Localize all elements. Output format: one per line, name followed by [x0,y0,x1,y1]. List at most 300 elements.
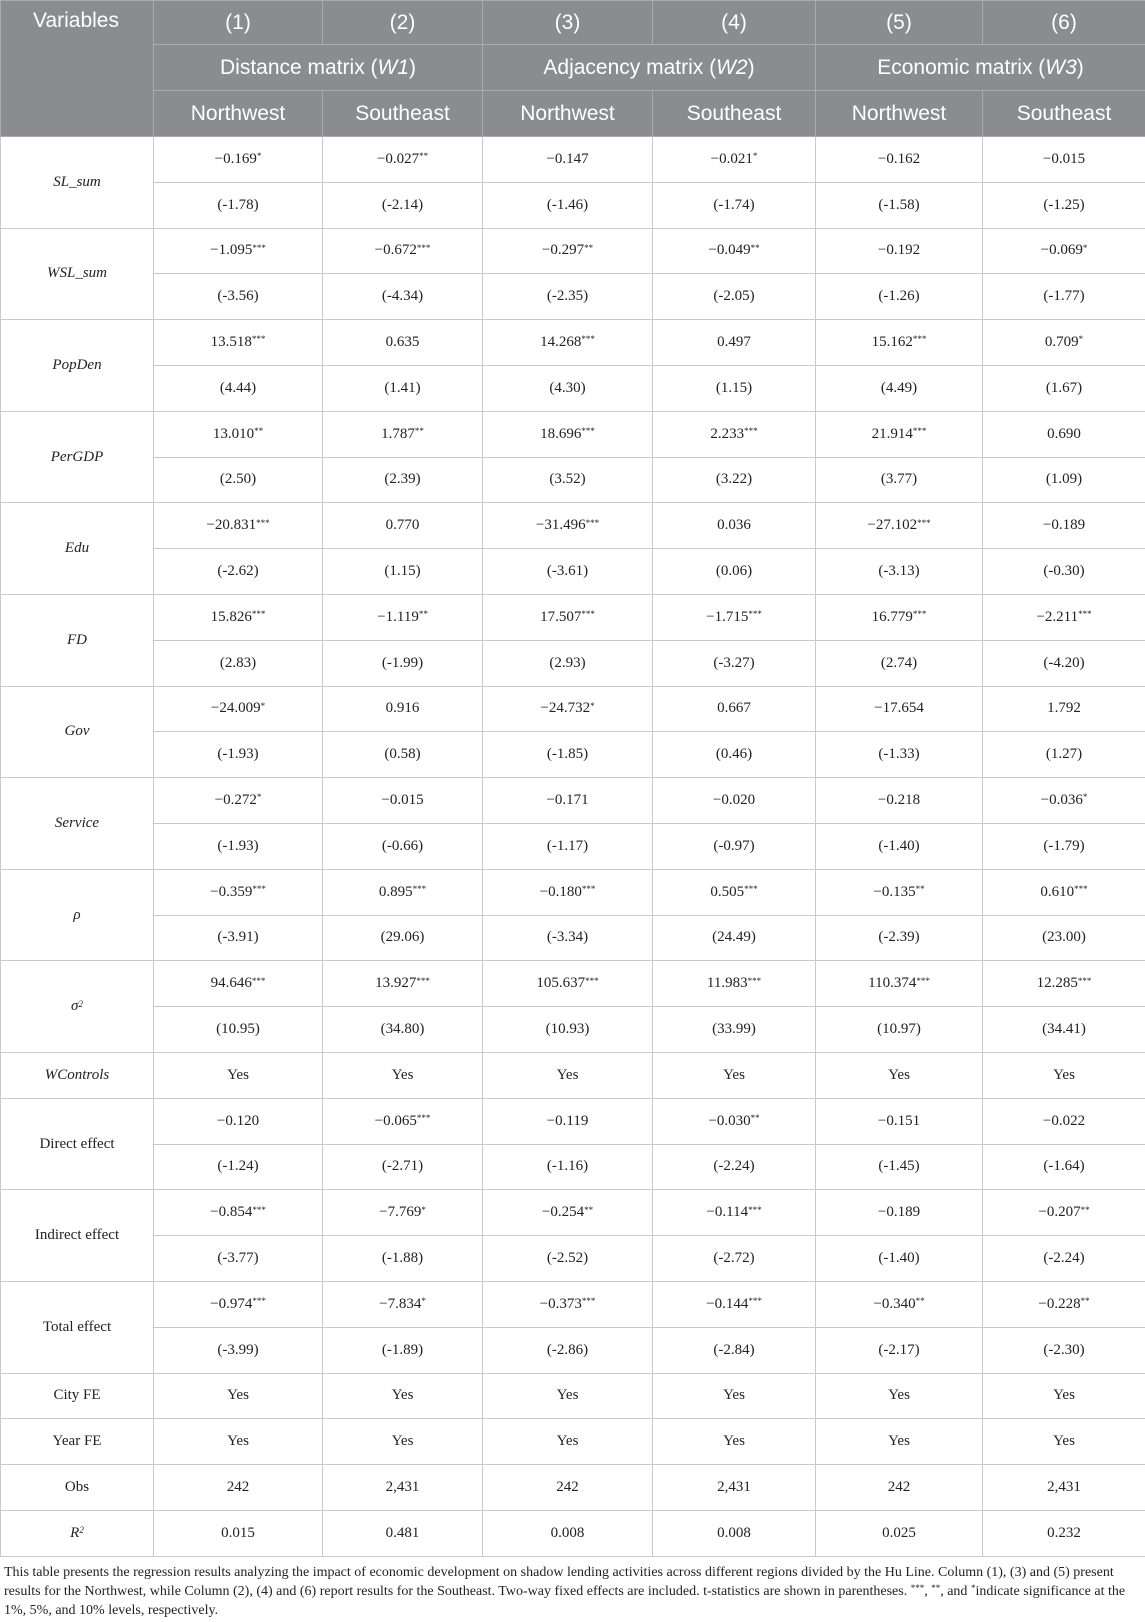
significance-stars: * [260,700,266,711]
coefficient-cell [816,411,983,457]
value-cell: 0.481 [323,1510,483,1556]
significance-stars: *** [1074,884,1088,895]
t-statistic-cell: (-3.91) [154,915,323,961]
coefficient-value: −20.831 [206,517,257,534]
row-label-text: SL_sum [53,173,101,190]
significance-stars: * [1078,334,1084,345]
table-row [1,961,1145,1007]
coefficient-value: −0.036 [1040,792,1083,809]
significance-stars: *** [744,426,758,437]
row-label-superscript: 2 [78,998,83,1009]
coefficient-cell [154,1190,323,1236]
t-statistic-cell: (-2.05) [653,274,816,320]
t-statistic-cell: (10.95) [154,1007,323,1053]
significance-stars: ** [414,426,424,437]
significance-stars: *** [912,426,927,437]
t-statistic-cell: (-4.20) [983,640,1145,686]
row-label-superscript: 2 [79,1525,84,1536]
row-label [1,1465,154,1511]
t-statistic-cell: (24.49) [653,915,816,961]
coefficient-value: 17.507 [540,608,582,625]
value-cell: Yes [653,1052,816,1098]
value-cell: Yes [323,1419,483,1465]
coefficient-value: −0.228 [1038,1295,1081,1312]
coefficient-value: −0.974 [210,1295,253,1312]
coefficient-cell [816,1098,983,1144]
value-cell: Yes [483,1052,653,1098]
coefficient-value: 0.610 [1040,883,1075,900]
value-cell: Yes [983,1373,1145,1419]
t-statistic-cell: (-1.45) [816,1144,983,1190]
row-label [1,503,154,595]
note-separator: , [924,1583,932,1599]
value-cell: Yes [983,1052,1145,1098]
column-number-1: (1) [154,1,323,45]
t-statistic-cell: (-1.78) [154,182,323,228]
matrix-label-close: ) [747,55,755,79]
t-statistic-cell: (4.44) [154,365,323,411]
coefficient-value: 0.497 [717,334,751,351]
coefficient-cell [483,869,653,915]
coefficient-cell [323,137,483,183]
t-statistic-cell: (0.46) [653,732,816,778]
significance-stars: *** [744,884,758,895]
table-row [1,1190,1145,1236]
coefficient-cell [653,1190,816,1236]
coefficient-cell [983,503,1145,549]
coefficient-cell [653,1281,816,1327]
coefficient-cell [653,411,816,457]
row-label-text: Indirect effect [34,1227,120,1244]
coefficient-value: 15.162 [871,334,913,351]
coefficient-cell [816,686,983,732]
t-statistic-cell: (-2.35) [483,274,653,320]
coefficient-cell [653,1098,816,1144]
significance-stars: *** [585,975,599,986]
coefficient-value: −0.189 [1042,517,1086,534]
t-statistic-cell: (-2.24) [653,1144,816,1190]
coefficient-cell [983,778,1145,824]
significance-stars: * [256,792,262,803]
coefficient-cell [816,869,983,915]
table-row [1,137,1145,183]
coefficient-cell [323,1281,483,1327]
t-statistic-cell: (0.58) [323,732,483,778]
t-statistic-cell: (-0.30) [983,549,1145,595]
matrix-header [154,45,483,91]
coefficient-value: −0.373 [539,1295,582,1312]
t-statistic-cell: (-2.84) [653,1327,816,1373]
significance-stars: * [590,700,595,711]
row-label-text: WControls [44,1066,110,1083]
significance-stars: *** [256,517,270,528]
table-row [1,1098,1145,1144]
value-cell: 242 [816,1465,983,1511]
t-statistic-cell: (1.27) [983,732,1145,778]
value-cell: Yes [816,1419,983,1465]
coefficient-cell [483,1190,653,1236]
coefficient-cell [816,778,983,824]
table-row [1,365,1145,411]
matrix-label: Economic matrix ( [877,55,1046,79]
t-statistic-cell: (3.52) [483,457,653,503]
coefficient-value: 16.779 [871,608,913,625]
t-statistic-cell: (-1.93) [154,732,323,778]
significance-stars: *** [416,975,430,986]
value-cell: 0.008 [483,1510,653,1556]
row-label-text: Service [54,814,100,831]
coefficient-cell [483,686,653,732]
t-statistic-cell: (-3.34) [483,915,653,961]
t-statistic-cell: (-1.40) [816,1236,983,1282]
coefficient-value: 14.268 [540,334,582,351]
variables-header: Variables [1,1,154,137]
row-label [1,778,154,870]
t-statistic-cell: (-3.61) [483,549,653,595]
significance-stars: * [256,151,262,162]
column-number-5: (5) [816,1,983,45]
row-label [1,137,154,229]
row-label [1,1373,154,1419]
row-label-text: Obs [64,1479,90,1495]
matrix-header [816,45,1145,91]
note-star-2: ** [931,1583,941,1594]
row-label [1,1052,154,1098]
significance-stars: * [421,1204,426,1215]
row-label-text: Total effect [42,1318,112,1335]
coefficient-cell [154,228,323,274]
value-cell: Yes [154,1052,323,1098]
region-header: Northwest [816,91,983,137]
t-statistic-cell: (23.00) [983,915,1145,961]
coefficient-value: −0.192 [877,242,921,259]
table-row [1,411,1145,457]
coefficient-value: −0.135 [873,883,916,900]
coefficient-value: −0.340 [873,1295,916,1312]
matrix-label: Adjacency matrix ( [543,55,717,79]
coefficient-cell [323,1190,483,1236]
t-statistic-cell: (1.09) [983,457,1145,503]
t-statistic-cell: (-3.77) [154,1236,323,1282]
row-label [1,320,154,412]
t-statistic-cell: (-0.66) [323,823,483,869]
t-statistic-cell: (1.15) [653,365,816,411]
coefficient-value: −7.834 [379,1295,422,1312]
coefficient-value: −1.715 [706,608,749,625]
table-row [1,274,1145,320]
coefficient-cell [983,228,1145,274]
coefficient-value: −0.021 [710,150,753,167]
t-statistic-cell: (-1.26) [816,274,983,320]
significance-stars: * [1082,792,1088,803]
significance-stars: *** [581,884,596,895]
coefficient-value: −0.169 [214,150,257,167]
coefficient-value: −0.162 [877,150,921,167]
row-label [1,411,154,503]
t-statistic-cell: (0.06) [653,549,816,595]
coefficient-value: −0.065 [374,1112,417,1129]
coefficient-cell [816,503,983,549]
matrix-label-close: ) [409,55,417,79]
row-label-text: City FE [53,1387,101,1404]
t-statistic-cell: (-2.17) [816,1327,983,1373]
row-label [1,1419,154,1465]
note-tail: indicate significance at the 1%, 5%, and 10% levels, respectively. [4,1583,1126,1618]
row-label-text: Direct effect [39,1135,115,1152]
coefficient-cell [983,869,1145,915]
t-statistic-cell: (-3.27) [653,640,816,686]
coefficient-value: 21.914 [871,425,913,442]
t-statistic-cell: (-1.58) [816,182,983,228]
coefficient-cell [653,320,816,366]
table-row [1,823,1145,869]
table-row [1,228,1145,274]
matrix-weight: W3 [1045,55,1077,79]
matrix-header [483,45,816,91]
t-statistic-cell: (-1.33) [816,732,983,778]
coefficient-value: −24.732 [540,700,591,717]
table-body [1,137,1145,1557]
coefficient-value: 0.916 [385,700,420,717]
row-label-text: ρ [73,906,81,923]
coefficient-cell [154,1281,323,1327]
coefficient-value: 13.010 [212,425,255,442]
significance-stars: *** [251,334,266,345]
t-statistic-cell: (2.93) [483,640,653,686]
significance-stars: *** [916,975,930,986]
coefficient-cell [816,961,983,1007]
coefficient-value: 0.709 [1044,334,1079,351]
row-label-text: Edu [64,540,90,557]
coefficient-cell [983,594,1145,640]
coefficient-value: 0.690 [1047,425,1081,442]
t-statistic-cell: (-3.13) [816,549,983,595]
note-star-3: *** [910,1583,925,1594]
t-statistic-cell: (33.99) [653,1007,816,1053]
coefficient-cell [983,411,1145,457]
coefficient-value: −1.095 [210,242,253,259]
t-statistic-cell: (-1.77) [983,274,1145,320]
coefficient-cell [653,137,816,183]
coefficient-cell [154,594,323,640]
t-statistic-cell: (-1.93) [154,823,323,869]
value-cell: 242 [483,1465,653,1511]
table-row [1,1510,1145,1556]
significance-stars: *** [748,1296,762,1307]
region-header: Northwest [154,91,323,137]
coefficient-cell [483,503,653,549]
coefficient-value: −31.496 [535,517,586,534]
significance-stars: ** [418,609,428,620]
value-cell: Yes [816,1373,983,1419]
table-row [1,778,1145,824]
table-row [1,869,1145,915]
significance-stars: *** [747,975,762,986]
coefficient-cell [483,137,653,183]
coefficient-cell [323,686,483,732]
t-statistic-cell: (-1.25) [983,182,1145,228]
row-label-text: σ [71,998,79,1015]
significance-stars: * [1082,242,1088,253]
coefficient-value: −0.672 [374,242,417,259]
t-statistic-cell: (-2.86) [483,1327,653,1373]
significance-stars: *** [1077,975,1092,986]
row-label-text: R [70,1524,80,1541]
t-statistic-cell: (-4.34) [323,274,483,320]
t-statistic-cell: (1.41) [323,365,483,411]
coefficient-cell [323,411,483,457]
coefficient-value: −0.218 [877,792,921,809]
table-row [1,1281,1145,1327]
note-text: This table presents the regression results analyzing the impact of economic development on shadow lending activities across different regions divided by the Hu Line. Column (1), (3) and (5) present results for the Northwest, while Column (2), (4) and (6) report results for the Southeast. Two-way fixed effects are included. t-statistics are shown in parentheses. [4,1564,1114,1599]
coefficient-cell [816,1190,983,1236]
significance-stars: *** [252,1296,266,1307]
row-label-text: PerGDP [50,448,104,465]
coefficient-cell [983,1190,1145,1236]
row-label [1,1510,154,1556]
coefficient-cell [154,961,323,1007]
significance-stars: ** [915,1296,925,1307]
t-statistic-cell: (-1.24) [154,1144,323,1190]
t-statistic-cell: (4.30) [483,365,653,411]
row-label [1,594,154,686]
table-row [1,915,1145,961]
coefficient-cell [983,1098,1145,1144]
coefficient-value: −0.020 [712,792,756,809]
t-statistic-cell: (2.74) [816,640,983,686]
table-row [1,640,1145,686]
value-cell: 2,431 [983,1465,1145,1511]
coefficient-cell [653,869,816,915]
coefficient-value: −7.769 [379,1204,422,1221]
column-number-2: (2) [323,1,483,45]
significance-stars: *** [412,884,427,895]
coefficient-cell [483,778,653,824]
coefficient-value: −0.069 [1040,242,1083,259]
coefficient-cell [483,411,653,457]
significance-stars: *** [912,609,927,620]
coefficient-value: 0.770 [385,517,420,534]
value-cell: 0.015 [154,1510,323,1556]
significance-stars: *** [416,242,431,253]
row-label [1,228,154,320]
value-cell: Yes [323,1052,483,1098]
value-cell: Yes [653,1373,816,1419]
table-row [1,549,1145,595]
coefficient-cell [983,686,1145,732]
region-header: Southeast [323,91,483,137]
coefficient-cell [816,1281,983,1327]
coefficient-value: 0.895 [378,883,413,900]
coefficient-cell [653,228,816,274]
coefficient-value: 18.696 [540,425,582,442]
t-statistic-cell: (2.50) [154,457,323,503]
coefficient-cell [483,594,653,640]
region-header: Northwest [483,91,653,137]
t-statistic-cell: (-1.99) [323,640,483,686]
value-cell: Yes [154,1419,323,1465]
coefficient-cell [154,686,323,732]
coefficient-value: 11.983 [706,975,748,992]
coefficient-cell [483,320,653,366]
coefficient-value: −0.297 [541,242,585,259]
row-label-text: WSL_sum [46,265,107,282]
significance-stars: ** [750,1113,760,1124]
coefficient-value: 1.792 [1047,700,1081,717]
coefficient-cell [323,778,483,824]
coefficient-value: −0.151 [877,1112,921,1129]
column-number-3: (3) [483,1,653,45]
coefficient-cell [483,1098,653,1144]
coefficient-value: −0.207 [1038,1204,1081,1221]
region-header: Southeast [653,91,816,137]
significance-stars: *** [252,884,266,895]
value-cell: 0.008 [653,1510,816,1556]
coefficient-value: 110.374 [868,975,917,992]
coefficient-cell [983,1281,1145,1327]
coefficient-value: 2.233 [710,425,745,442]
significance-stars: *** [251,609,266,620]
t-statistic-cell: (10.97) [816,1007,983,1053]
t-statistic-cell: (-2.14) [323,182,483,228]
coefficient-cell [483,1281,653,1327]
significance-stars: *** [416,1113,431,1124]
significance-stars: * [421,1296,426,1307]
t-statistic-cell: (34.41) [983,1007,1145,1053]
coefficient-value: −0.359 [210,883,253,900]
significance-stars: *** [581,426,595,437]
t-statistic-cell: (-0.97) [653,823,816,869]
table-row [1,1419,1145,1465]
significance-stars: * [752,151,758,162]
t-statistic-cell: (4.49) [816,365,983,411]
coefficient-value: −0.022 [1042,1112,1086,1129]
coefficient-cell [816,137,983,183]
table-row [1,732,1145,778]
value-cell: Yes [816,1052,983,1098]
row-label [1,1281,154,1373]
coefficient-value: −0.030 [708,1112,751,1129]
table-header [1,1,1145,137]
significance-stars: ** [1080,1296,1090,1307]
coefficient-cell [816,594,983,640]
significance-stars: ** [584,1204,594,1215]
coefficient-value: −0.147 [546,150,589,167]
coefficient-cell [154,137,323,183]
coefficient-cell [983,320,1145,366]
coefficient-value: −0.049 [708,242,751,259]
note-separator: , and [940,1583,971,1599]
coefficient-value: −0.015 [381,792,424,809]
significance-stars: *** [1078,609,1092,620]
t-statistic-cell: (-2.52) [483,1236,653,1282]
table-row [1,1007,1145,1053]
row-label [1,869,154,961]
coefficient-cell [816,320,983,366]
row-label-text: FD [67,631,87,648]
value-cell: 0.232 [983,1510,1145,1556]
coefficient-cell [653,961,816,1007]
value-cell: 0.025 [816,1510,983,1556]
coefficient-value: −0.114 [706,1204,749,1221]
coefficient-value: −0.015 [1042,150,1086,167]
t-statistic-cell: (3.77) [816,457,983,503]
note-star-1: * [970,1583,976,1594]
coefficient-cell [323,228,483,274]
t-statistic-cell: (-2.71) [323,1144,483,1190]
table-row [1,457,1145,503]
coefficient-value: −0.189 [877,1204,921,1221]
